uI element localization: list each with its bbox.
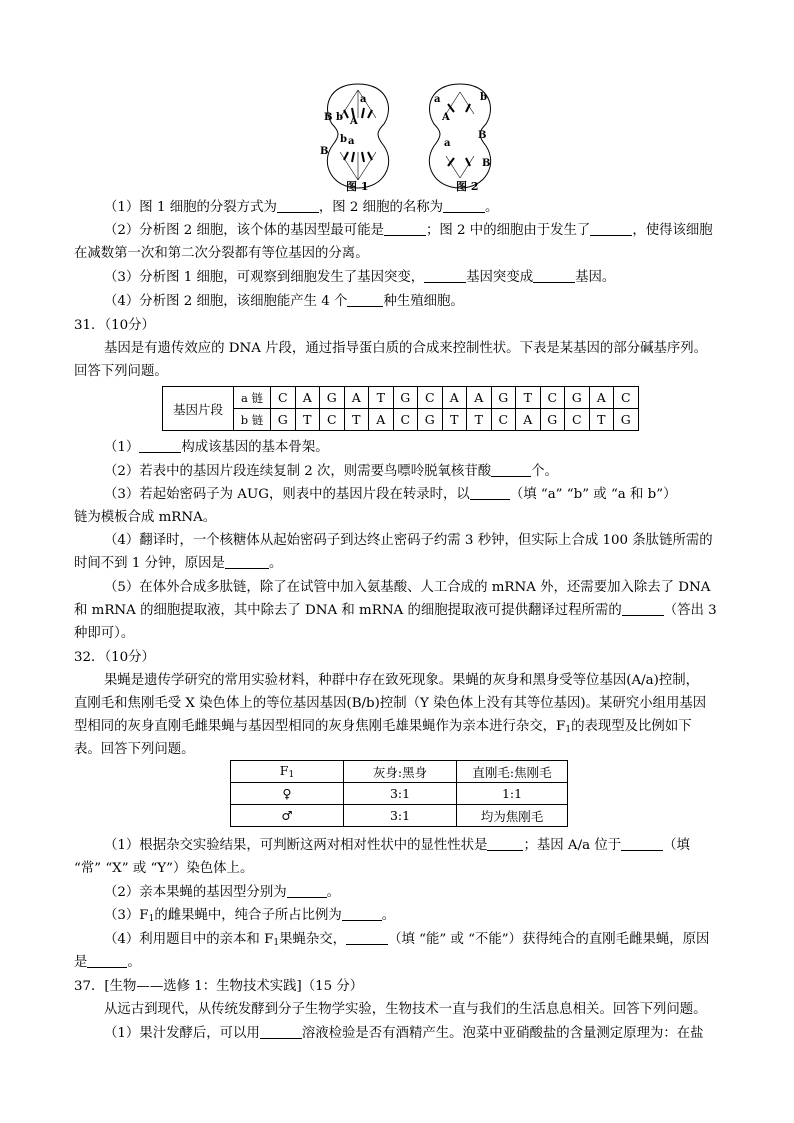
q32-item3: $(3)F_1$的雌果蝇中，纯合子所占比例为 。 (104, 908, 396, 924)
q32-para-cont2: 型相同的灰身直刚毛雌果蝇与基因型相同的灰身焦刚毛雄果蝇作为亲本进行杂交，$F_1$的表现型及比例如下 (74, 719, 692, 735)
q32-item1: （1）根据杂交实验结果，可判断这两对相对性状中的显性性状是 ；基因 A/a 位于 （填 (104, 838, 690, 853)
fig1-label-A: A (350, 116, 358, 127)
gene-sequence-table (162, 386, 639, 431)
fig2-label-b: b (480, 92, 487, 103)
fig2-label-B1: B (478, 130, 487, 141)
q32-para-cont3: 表。回答下列问题。 (74, 742, 195, 757)
figure-2-caption: 图 2 (456, 180, 479, 193)
answer-blank[interactable] (622, 601, 664, 616)
answer-blank[interactable] (342, 906, 382, 921)
q37-heading: 37．[生物——选修 1：生物技术实践]（15 分） (74, 979, 364, 994)
figure-1-cell (327, 84, 388, 188)
base-cell: T (369, 387, 394, 409)
q31-item5-cont: 和 mRNA 的细胞提取液，其中除去了 DNA 和 mRNA 的细胞提取液可提供翻译过程所需的 （答出 3 (74, 603, 717, 618)
answer-blank[interactable] (491, 462, 531, 477)
q30-item3: （3）分析图 1 细胞，可观察到细胞发生了基因突变， 基因突变成 基因。 (104, 270, 616, 285)
q31-item4-cont: 时间不到 1 分钟，原因是 。 (74, 556, 283, 571)
base-cell: T (344, 409, 369, 431)
q31-item3: （3）若起始密码子为 AUG，则表中的基因片段在转录时，以 （填 “a” “b” 或 “a 和 b”） (104, 487, 677, 502)
fig2-label-A: A (442, 112, 450, 123)
base-cell: A (516, 409, 541, 431)
base-cell: T (467, 409, 492, 431)
q32-item4-cont: 是 。 (74, 955, 141, 970)
table-cell: 3:1 (344, 805, 457, 827)
answer-blank[interactable] (470, 485, 510, 500)
column-header: $F_1$ (231, 761, 344, 783)
base-cell: T (589, 409, 614, 431)
base-cell: G (418, 409, 443, 431)
base-cell: G (565, 387, 590, 409)
fig1-label-bot-a: a (348, 136, 355, 147)
q31-item5: （5）在体外合成多肽链，除了在试管中加入氨基酸、人工合成的 mRNA 外，还需要加入除去了 DNA (104, 580, 711, 595)
fig2-label-B2: B (482, 158, 491, 169)
answer-blank[interactable] (487, 836, 523, 851)
q30-item2: （2）分析图 2 细胞，该个体的基因型最可能是 ；图 2 中的细胞由于发生了 ，使得该细胞 (104, 223, 713, 238)
q32-item2: （2）亲本果蝇的基因型分别为 。 (104, 885, 340, 900)
answer-blank[interactable] (533, 268, 575, 283)
table-header: 基因片段 (163, 387, 234, 431)
answer-blank[interactable] (443, 198, 485, 213)
q30-item2-cont: 在减数第一次和第二次分裂都有等位基因的分离。 (74, 246, 369, 261)
base-cell: T (516, 387, 541, 409)
q32-para-cont: 直刚毛和焦刚毛受 X 染色体上的等位基因基因(B/b)控制（Y 染色体上没有其等位基因)。某研究小组用基因 (74, 696, 707, 711)
base-cell: C (271, 387, 296, 409)
base-cell: C (491, 409, 516, 431)
base-cell: T (442, 409, 467, 431)
q31-item2: （2）若表中的基因片段连续复制 2 次，则需要鸟嘌呤脱氧核苷酸 个。 (104, 464, 558, 479)
table-cell: 均为焦刚毛 (457, 805, 568, 827)
q31-intro-cont: 回答下列问题。 (74, 364, 168, 379)
q32-heading: 32．（10分） (74, 650, 155, 665)
q31-heading: 31．（10分） (74, 318, 155, 333)
table-row (231, 783, 568, 805)
base-cell: A (589, 387, 614, 409)
answer-blank[interactable] (225, 554, 269, 569)
answer-blank[interactable] (87, 953, 127, 968)
fig1-label-bot-B: B (320, 146, 329, 157)
table-row (231, 805, 568, 827)
fig2-label-bot-a: a (444, 138, 451, 149)
base-cell: G (491, 387, 516, 409)
base-cell: C (614, 387, 639, 409)
answer-blank[interactable] (621, 836, 663, 851)
base-cell: G (540, 409, 565, 431)
table-row (231, 761, 568, 783)
base-cell: C (565, 409, 590, 431)
q37-intro: 从远古到现代，从传统发酵到分子生物学实验，生物技术一直与我们的生活息息相关。回答下列问题。 (104, 1002, 707, 1017)
fig2-label-a: a (434, 94, 441, 105)
base-cell: C (540, 387, 565, 409)
base-cell: T (295, 409, 320, 431)
fig1-label-bot-b: b (340, 134, 347, 145)
base-cell: G (271, 409, 296, 431)
base-cell: G (320, 387, 345, 409)
q32-item4: （4）利用题目中的亲本和 $F_1$果蝇杂交， （填 “能” 或 “不能”）获得纯合的直刚毛雌果蝇，原因 (104, 932, 710, 948)
base-cell: A (442, 387, 467, 409)
answer-blank[interactable] (590, 221, 632, 236)
cell-division-figures (310, 80, 510, 192)
answer-blank[interactable] (139, 438, 181, 453)
table-cell: ♀ (231, 783, 344, 805)
base-cell: C (320, 409, 345, 431)
q31-intro: 基因是有遗传效应的 DNA 片段，通过指导蛋白质的合成来控制性状。下表是某基因的部分碱基序列。 (104, 341, 708, 356)
f1-phenotype-table (230, 760, 568, 827)
answer-blank[interactable] (347, 292, 383, 307)
base-cell: A (344, 387, 369, 409)
answer-blank[interactable] (346, 930, 388, 945)
table-cell: 1:1 (457, 783, 568, 805)
q30-item1: （1）图 1 细胞的分裂方式为 ，图 2 细胞的名称为 。 (104, 200, 499, 215)
answer-blank[interactable] (424, 268, 466, 283)
base-cell: A (369, 409, 394, 431)
base-cell: G (614, 409, 639, 431)
table-cell: ♂ (231, 805, 344, 827)
q31-item1: （1） 构成该基因的基本骨架。 (104, 440, 329, 455)
fig1-label-b: b (336, 112, 343, 123)
q31-item5-cont2: 种即可）。 (74, 626, 135, 641)
q37-item1: （1）果汁发酵后，可以用 溶液检验是否有酒精产生。泡菜中亚硝酸盐的含量测定原理为：在盐 (104, 1026, 704, 1041)
q32-para: 果蝇是遗传学研究的常用实验材料，种群中存在致死现象。果蝇的灰身和黑身受等位基因(A/a)控制， (104, 673, 700, 688)
base-cell: G (393, 387, 418, 409)
base-cell: C (393, 409, 418, 431)
table-cell: 3:1 (344, 783, 457, 805)
base-cell: C (418, 387, 443, 409)
column-header: 灰身:黑身 (344, 761, 457, 783)
figure-1-caption: 图 1 (346, 180, 369, 193)
answer-blank[interactable] (287, 883, 327, 898)
row-label-b: b 链 (234, 409, 271, 431)
base-cell: A (467, 387, 492, 409)
q31-item3-cont: 链为模板合成 mRNA。 (74, 510, 217, 525)
fig1-label-top: a (360, 94, 367, 105)
answer-blank[interactable] (384, 221, 426, 236)
q31-item4: （4）翻译时，一个核糖体从起始密码子到达终止密码子约需 3 秒钟，但实际上合成 100 条肽链所需的 (104, 533, 713, 548)
table-row (163, 409, 639, 431)
answer-blank[interactable] (260, 1024, 302, 1039)
row-label-a: a 链 (234, 387, 271, 409)
base-cell: A (295, 387, 320, 409)
q32-item1-cont: “常” “X” 或 “Y”）染色体上。 (74, 861, 254, 876)
fig1-label-B: B (324, 112, 333, 123)
q30-item4: （4）分析图 2 细胞，该细胞能产生 4 个 种生殖细胞。 (104, 294, 464, 309)
table-row (163, 387, 639, 409)
answer-blank[interactable] (277, 198, 319, 213)
column-header: 直刚毛:焦刚毛 (457, 761, 568, 783)
